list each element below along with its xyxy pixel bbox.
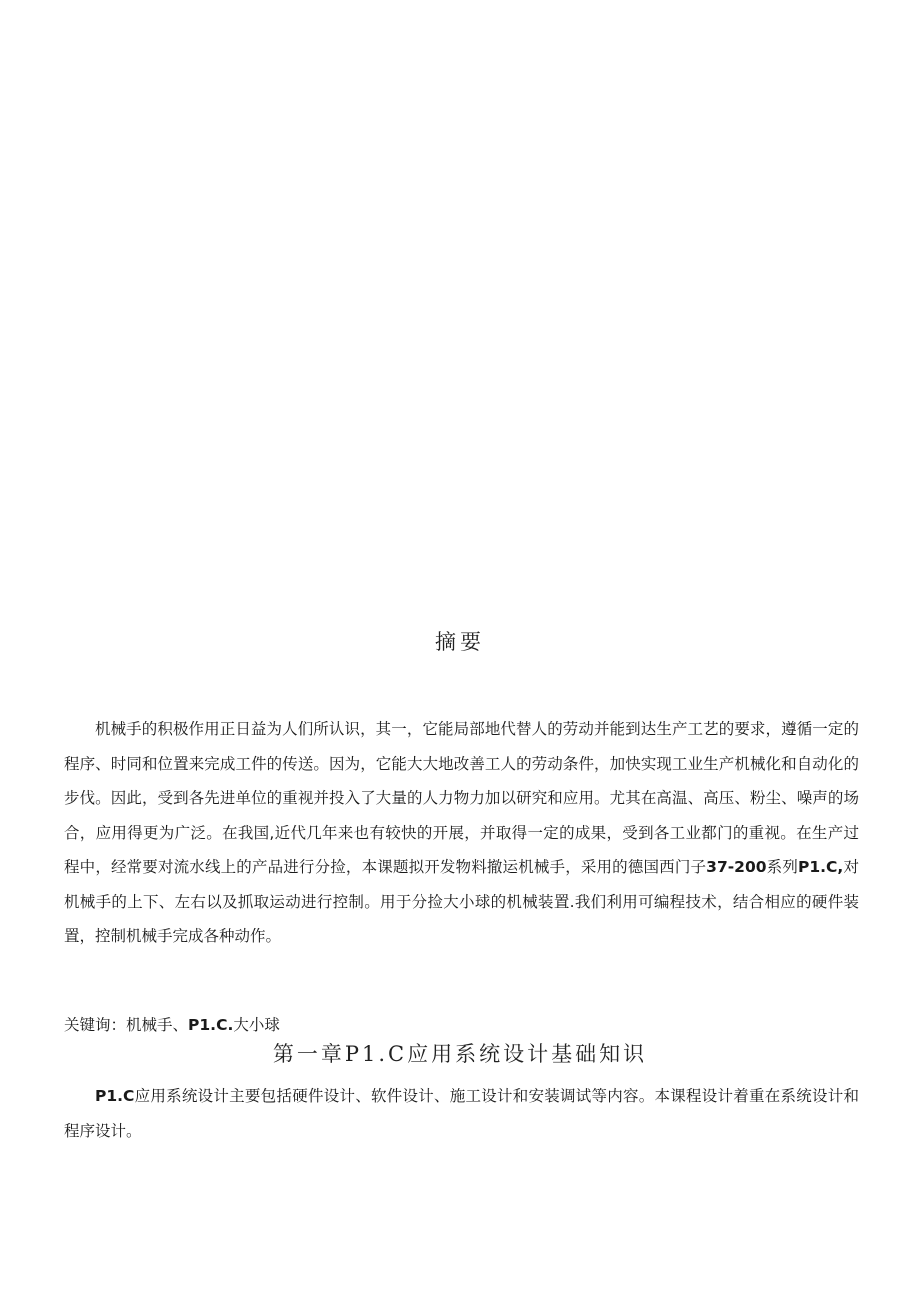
abstract-text-part1: 机械手的积极作用正日益为人们所认识，其一，它能局部地代替人的劳动并能到达生产工艺的要求，遵循一定的程序、时同和位置来完成工件的传送。因为，它能大大地改善工人的劳动条件，加快实现工业生产机械化和自动化的步伐。因此，受到各先进单位的重视并投入了大量的人力物力加以研究和应用。尤其在高温、高压、粉尘、噪声的场合，应用得更为广泛。在我国,近代几年来也有较快的开展，并取得一定的成果，受到各工业都门的重视。在生产过程中，经常要对流水线上的产品进行分捡，本课题拟开发物料撤运机械手，采用的德国西门子 xyxy=(64,720,859,876)
abstract-text-part2: 系列 xyxy=(766,858,799,876)
keyword-plc: P1.C. xyxy=(188,1016,234,1034)
keyword-1: 机械手、 xyxy=(126,1016,189,1034)
abstract-model-number: 37-200 xyxy=(706,858,767,876)
keyword-2: 大小球 xyxy=(233,1016,280,1034)
abstract-title: 摘要 xyxy=(435,630,485,654)
keywords-line xyxy=(64,1010,280,1040)
chapter-title: 第一章P1.C应用系统设计基础知识 xyxy=(272,1042,648,1066)
chapter-paragraph xyxy=(64,1079,859,1148)
chapter-plc-term: P1.C xyxy=(95,1087,135,1105)
chapter-text: 应用系统设计主要包括硬件设计、软件设计、施工设计和安装调试等内容。本课程设计着重在系统设计和程序设计。 xyxy=(64,1087,859,1140)
abstract-plc-term: P1.C, xyxy=(798,858,844,876)
keywords-label: 关键询： xyxy=(64,1016,127,1034)
abstract-text-part3: 对机械手的上下、左右以及抓取运动进行控制。用于分捡大小球的机械装置.我们利用可编程技术，结合相应的硬件装置，控制机械手完成各种动作。 xyxy=(64,858,859,945)
abstract-paragraph xyxy=(64,712,859,954)
